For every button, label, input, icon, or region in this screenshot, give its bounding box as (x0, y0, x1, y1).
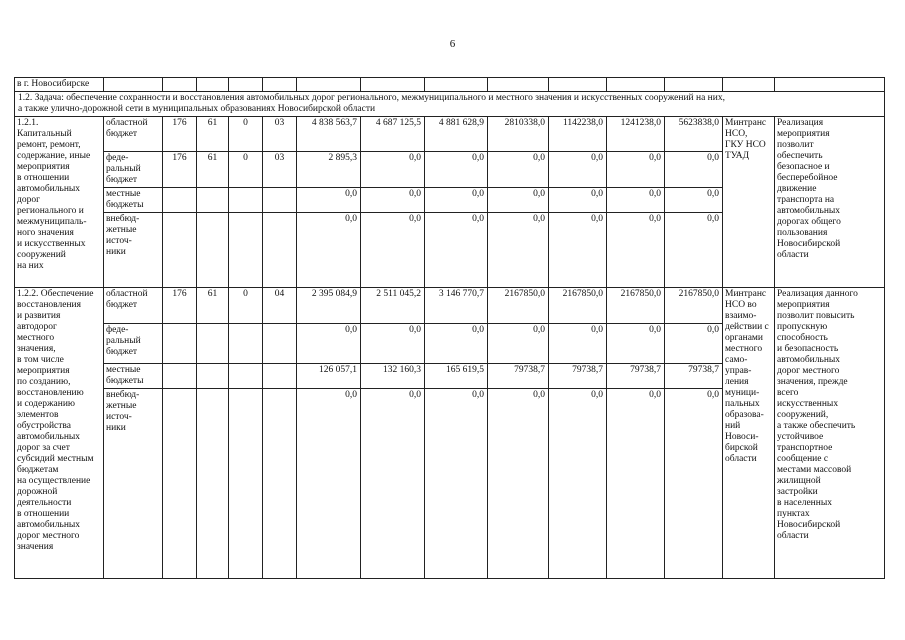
value-cell: 0,0 (425, 324, 488, 364)
value-cell: 1142238,0 (549, 117, 607, 152)
code-cell (229, 389, 263, 579)
value-cell: 2 895,3 (297, 152, 361, 188)
code-cell (197, 213, 229, 288)
code-cell (197, 324, 229, 364)
executor-cell: Минтранс НСО, ГКУ НСО ТУАД (723, 117, 775, 288)
code-cell (197, 364, 229, 389)
result-cell: Реализация мероприятия позволит обеспечить безопасное и бесперебойное движение транспорта на автомобильных дорогах общего пользования Новосибирской области (775, 117, 885, 288)
code-cell: 176 (163, 117, 197, 152)
value-cell: 0,0 (607, 324, 665, 364)
value-cell: 165 619,5 (425, 364, 488, 389)
code-cell (163, 188, 197, 213)
value-cell: 0,0 (361, 152, 425, 188)
value-cell: 0,0 (425, 389, 488, 579)
page-number: 6 (449, 38, 456, 50)
code-cell (163, 389, 197, 579)
value-cell: 0,0 (425, 213, 488, 288)
value-cell: 2167850,0 (665, 288, 723, 324)
value-cell: 0,0 (297, 188, 361, 213)
value-cell: 4 687 125,5 (361, 117, 425, 152)
value-cell: 0,0 (665, 152, 723, 188)
header-row (15, 78, 885, 92)
table-row (15, 117, 885, 152)
value-cell: 0,0 (488, 389, 549, 579)
value-cell: 2167850,0 (549, 288, 607, 324)
event2-block (15, 288, 885, 579)
funding-source-cell: местные бюджеты (104, 188, 163, 213)
code-cell: 61 (197, 152, 229, 188)
value-cell: 0,0 (488, 324, 549, 364)
event-name-cell: 1.2.1. Капитальный ремонт, ремонт, содержание, иные мероприятия в отношении автомобильных дорог регионального и межмуниципаль- ного значения и искусственных сооружений на них (15, 117, 104, 288)
value-cell: 0,0 (425, 152, 488, 188)
code-cell: 03 (263, 117, 297, 152)
code-cell (263, 389, 297, 579)
code-cell (229, 213, 263, 288)
code-cell: 61 (197, 117, 229, 152)
value-cell: 79738,7 (665, 364, 723, 389)
code-cell: 176 (163, 152, 197, 188)
funding-source-cell: феде- ральный бюджет (104, 324, 163, 364)
value-cell: 2167850,0 (607, 288, 665, 324)
value-cell: 0,0 (488, 188, 549, 213)
code-cell (263, 324, 297, 364)
executor-cell: Минтранс НСО во взаимо- действии с органами местного само- управ- ления муници- пальных образова- ний Новоси- бирской области (723, 288, 775, 579)
funding-source-cell: феде- ральный бюджет (104, 152, 163, 188)
code-cell: 61 (197, 288, 229, 324)
funding-source-cell: местные бюджеты (104, 364, 163, 389)
value-cell: 0,0 (549, 324, 607, 364)
funding-source-cell: внебюд- жетные источ- ники (104, 213, 163, 288)
code-cell: 03 (263, 152, 297, 188)
header-name-cell: в г. Новосибирске (15, 78, 104, 92)
code-cell: 176 (163, 288, 197, 324)
value-cell: 0,0 (297, 324, 361, 364)
value-cell: 0,0 (607, 152, 665, 188)
value-cell: 79738,7 (607, 364, 665, 389)
value-cell: 4 838 563,7 (297, 117, 361, 152)
code-cell (229, 324, 263, 364)
result-cell: Реализация данного мероприятия позволит повысить пропускную способность и безопасность автомобильных дорог местного значения, прежде всего искусственных сооружений, а также обеспечить устойчивое транспортное сообщение с местами массовой жилищной застройки в населенных пунктах Новосибирской области (775, 288, 885, 579)
value-cell: 0,0 (361, 324, 425, 364)
value-cell: 0,0 (297, 213, 361, 288)
value-cell: 0,0 (488, 213, 549, 288)
value-cell: 5623838,0 (665, 117, 723, 152)
funding-source-cell: внебюд- жетные источ- ники (104, 389, 163, 579)
value-cell: 0,0 (549, 389, 607, 579)
code-cell (163, 364, 197, 389)
value-cell: 0,0 (361, 213, 425, 288)
code-cell (263, 188, 297, 213)
value-cell: 0,0 (665, 389, 723, 579)
value-cell: 0,0 (361, 389, 425, 579)
value-cell: 2167850,0 (488, 288, 549, 324)
code-cell: 0 (229, 152, 263, 188)
code-cell (163, 324, 197, 364)
value-cell: 0,0 (361, 188, 425, 213)
value-cell: 0,0 (488, 152, 549, 188)
value-cell: 79738,7 (549, 364, 607, 389)
funding-source-cell: областной бюджет (104, 288, 163, 324)
event-name-cell: 1.2.2. Обеспечение восстановления и развития автодорог местного значения, в том числе мероприятия по созданию, восстановлению и содержанию элементов обустройства автомобильных дорог за счет субсидий местным бюджетам на осуществление дорожной деятельности в отношении автомобильных дорог местного значения (15, 288, 104, 579)
value-cell: 79738,7 (488, 364, 549, 389)
code-cell (163, 213, 197, 288)
value-cell: 0,0 (297, 389, 361, 579)
value-cell: 132 160,3 (361, 364, 425, 389)
value-cell: 0,0 (549, 188, 607, 213)
value-cell: 0,0 (665, 213, 723, 288)
value-cell: 2 395 084,9 (297, 288, 361, 324)
value-cell: 2810338,0 (488, 117, 549, 152)
value-cell: 0,0 (665, 324, 723, 364)
table-row (15, 288, 885, 324)
value-cell: 0,0 (607, 213, 665, 288)
code-cell (197, 188, 229, 213)
code-cell (229, 364, 263, 389)
value-cell: 0,0 (607, 389, 665, 579)
event1-block (15, 117, 885, 288)
code-cell: 04 (263, 288, 297, 324)
code-cell (197, 389, 229, 579)
value-cell: 0,0 (549, 213, 607, 288)
value-cell: 0,0 (665, 188, 723, 213)
value-cell: 4 881 628,9 (425, 117, 488, 152)
code-cell (263, 213, 297, 288)
value-cell: 126 057,1 (297, 364, 361, 389)
value-cell: 3 146 770,7 (425, 288, 488, 324)
code-cell: 0 (229, 288, 263, 324)
value-cell: 1241238,0 (607, 117, 665, 152)
task-row (15, 92, 885, 117)
value-cell: 0,0 (607, 188, 665, 213)
value-cell: 0,0 (549, 152, 607, 188)
code-cell (263, 364, 297, 389)
code-cell: 0 (229, 117, 263, 152)
funding-source-cell: областной бюджет (104, 117, 163, 152)
value-cell: 2 511 045,2 (361, 288, 425, 324)
task-cell: 1.2. Задача: обеспечение сохранности и восстановления автомобильных дорог регионального, межмуниципального и местного значения и искусственных сооружений на них, а также улично-дорожной сети в муниципальных образованиях Новосибирской области (15, 92, 885, 117)
value-cell: 0,0 (425, 188, 488, 213)
program-table (14, 77, 885, 579)
code-cell (229, 188, 263, 213)
